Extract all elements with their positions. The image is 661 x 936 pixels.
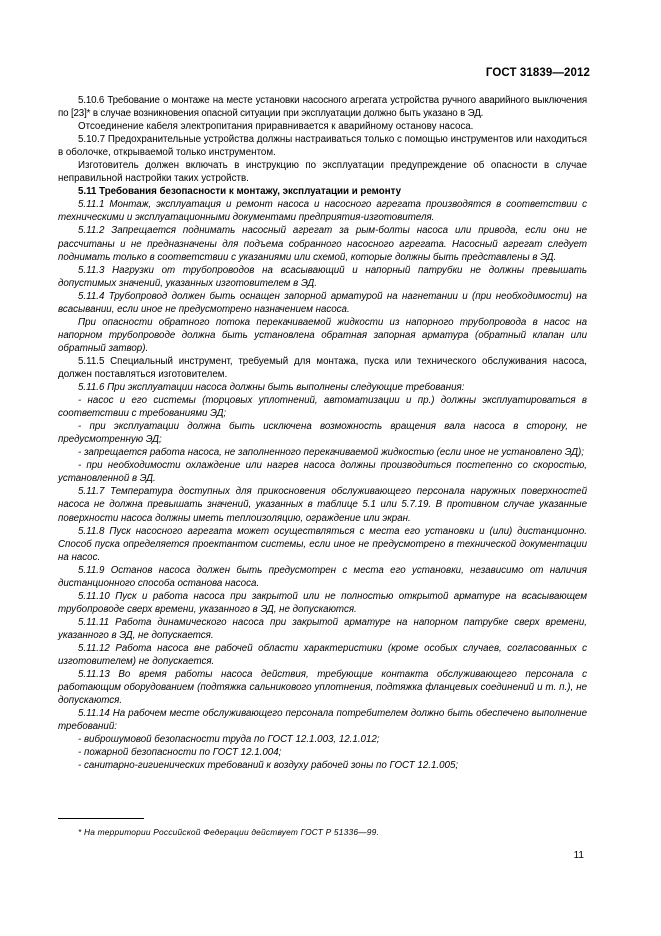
paragraph: 5.11.13 Во время работы насоса действия, требующие контакта обслуживающего персонала с работающим оборудованием (подтяжка сальникового уплотнения, подтяжка фланцевых соединений и т. п.), не допускаются.: [58, 669, 587, 707]
footnote-divider: [58, 818, 144, 819]
paragraph: Отсоединение кабеля электропитания приравнивается к аварийному останову насоса.: [78, 121, 474, 133]
paragraph: 5.11.9 Останов насоса должен быть предусмотрен с места его установки, независимо от наличия дистанционного способа останова насоса.: [58, 564, 587, 589]
paragraph: 5.10.7 Предохранительные устройства должны настраиваться только с помощью инструментов или находиться в оболочке, открываемой только инструментом.: [58, 134, 587, 159]
list-item: - запрещается работа насоса, не заполненного перекачиваемой жидкостью (если иное не установлено ЭД);: [78, 447, 584, 459]
document-standard-header: ГОСТ 31839—2012: [485, 67, 590, 79]
page-body: [58, 94, 587, 772]
paragraph: Изготовитель должен включать в инструкцию по эксплуатации предупреждение об опасности в случае неправильной настройки таких устройств.: [58, 160, 587, 185]
paragraph: При опасности обратного потока перекачиваемой жидкости из напорного трубопровода в насос на напорном трубопроводе должна быть установлена обратная запорная арматура (обратный клапан или обратный затвор).: [58, 316, 587, 354]
paragraph: 5.11.3 Нагрузки от трубопроводов на всасывающий и напорный патрубки не должны превышать допустимых значений, указанных изготовителем в ЭД.: [58, 264, 587, 289]
page-number: 11: [573, 850, 584, 861]
section-heading: 5.11 Требования безопасности к монтажу, эксплуатации и ремонту: [78, 186, 402, 198]
list-item: - виброшумовой безопасности труда по ГОСТ 12.1.003, 12.1.012;: [78, 734, 380, 746]
paragraph: 5.11.12 Работа насоса вне рабочей области характеристики (кроме особых случаев, согласованных с изготовителем) не допускается.: [58, 642, 587, 668]
paragraph: 5.11.8 Пуск насосного агрегата может осуществляться с места его установки и (или) дистанционно. Способ пуска определяется проектантом системы, если иное не предусмотрено в технической документации на насос.: [58, 525, 587, 563]
list-item: - пожарной безопасности по ГОСТ 12.1.004;: [78, 747, 282, 759]
paragraph: 5.11.10 Пуск и работа насоса при закрытой или не полностью открытой арматуре на всасывающем трубопроводе сверх времени, указанного в ЭД, не допускаются.: [58, 590, 587, 615]
footnote: * На территории Российской Федерации действует ГОСТ Р 51336—99.: [78, 827, 380, 837]
paragraph: 5.11.11 Работа динамического насоса при закрытой арматуре на напорном патрубке сверх времени, указанного в ЭД, не допускается.: [58, 616, 587, 641]
list-item: - при эксплуатации должна быть исключена возможность вращения вала насоса в сторону, не предусмотренную ЭД;: [58, 421, 587, 446]
list-item: - санитарно-гигиенических требований к воздуху рабочей зоны по ГОСТ 12.1.005;: [78, 760, 459, 772]
paragraph: 5.10.6 Требование о монтаже на месте установки насосного агрегата устройства ручного аварийного выключения по [23]* в случае возникновения опасной ситуации при эксплуатации должно быть указано в ЭД.: [58, 95, 587, 120]
list-item: - при необходимости охлаждение или нагрев насоса должны производиться постепенно со скоростью, установленной в ЭД.: [58, 460, 587, 485]
list-item: - насос и его системы (торцовых уплотнений, автоматизации и пр.) должны эксплуатироваться в соответствии с требованиями ЭД;: [58, 395, 587, 420]
paragraph: 5.11.14 На рабочем месте обслуживающего персонала потребителем должно быть обеспечено выполнение требований:: [58, 708, 587, 733]
paragraph: 5.11.2 Запрещается поднимать насосный агрегат за рым-болты насоса или привода, если они не рассчитаны и не предназначены для подъема собранного насосного агрегата. Насосный агрегат следует поднимать только в соответствии с указаниями или схемой, которые должны быть представлены в ЭД.: [58, 225, 587, 263]
paragraph: 5.11.4 Трубопровод должен быть оснащен запорной арматурой на нагнетании и (при необходимости) на всасывании, если иное не предусмотрено назначением насоса.: [58, 290, 587, 315]
paragraph: 5.11.7 Температура доступных для прикосновения обслуживающего персонала наружных поверхностей насоса не должна превышать значений, указанных в таблице 5.1 или 5.7.19. В противном случае указанные поверхности насоса должны иметь теплоизоляцию, ограждение или экран.: [58, 486, 587, 524]
paragraph: 5.11.6 При эксплуатации насоса должны быть выполнены следующие требования:: [78, 382, 465, 394]
paragraph: 5.11.1 Монтаж, эксплуатация и ремонт насоса и насосного агрегата производятся в соответствии с техническими и эксплуатационными документами предприятия-изготовителя.: [58, 199, 587, 224]
paragraph: 5.11.5 Специальный инструмент, требуемый для монтажа, пуска или технического обслуживания насоса, должен поставляться изготовителем.: [58, 355, 587, 380]
